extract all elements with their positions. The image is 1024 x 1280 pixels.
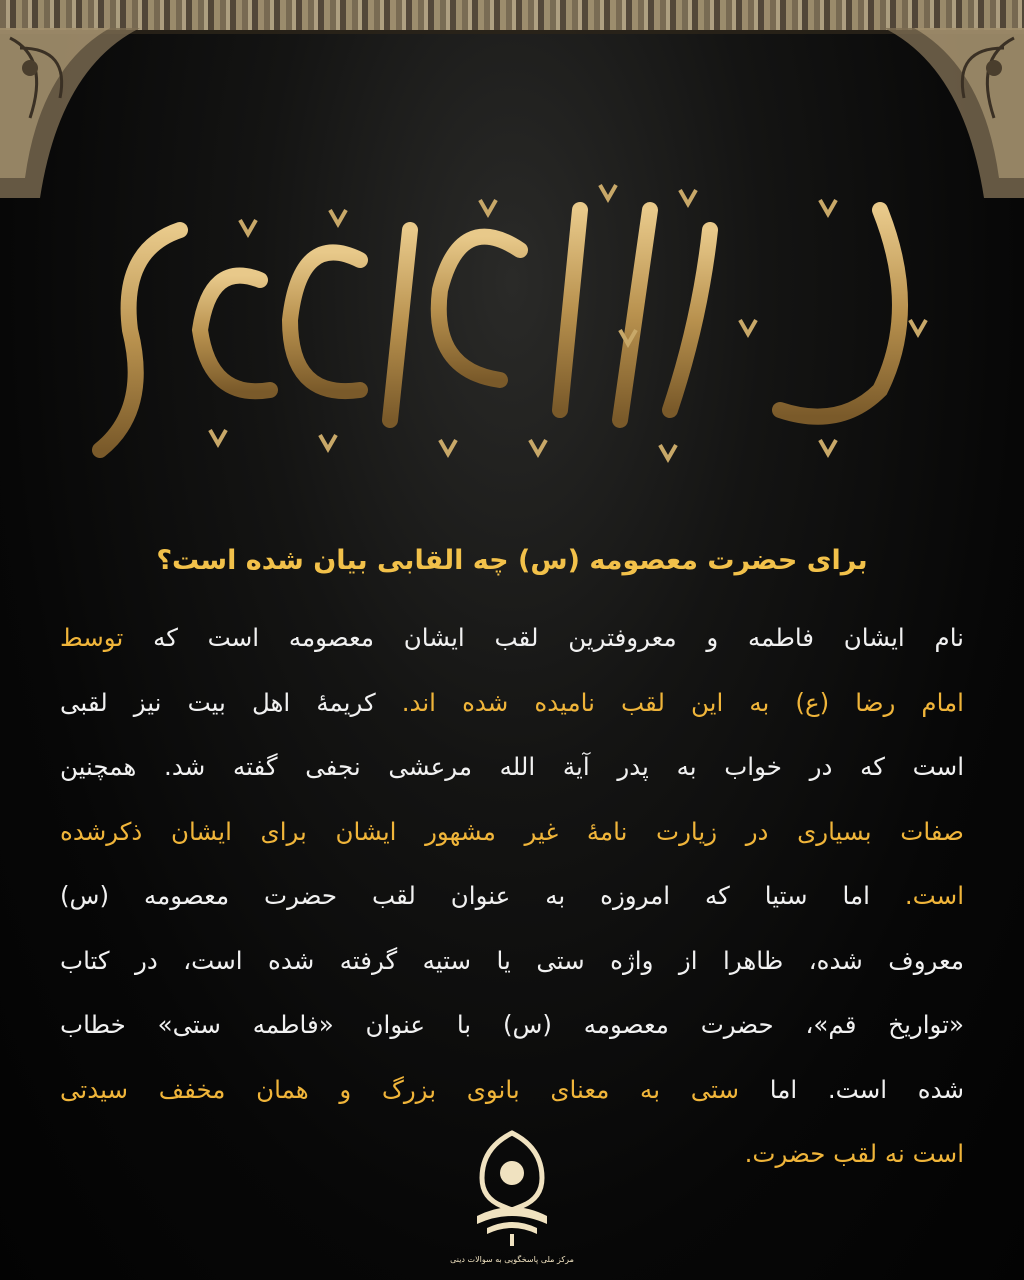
calligraphy-artwork (60, 170, 960, 480)
text-line: «تواریخ قم»، حضرت معصومه (س) با عنوان «فاطمه ستی» خطاب (60, 1010, 964, 1039)
text-line: نام ایشان فاطمه و معروفترین لقب ایشان معصومه است که توسط (60, 623, 964, 652)
text-line: صفات بسیاری در زیارت نامهٔ غیر مشهور ایشان برای ایشان ذکرشده (60, 816, 964, 846)
article-body (60, 606, 964, 1187)
text-line: معروف شده، ظاهرا از واژه ستی یا ستیه گرفته شده است، در کتاب (60, 945, 964, 975)
logo-caption: مرکز ملی پاسخگویی به سوالات دینی (450, 1255, 574, 1264)
text-line: است که در خواب به پدر آیة الله مرعشی نجفی گفته شد. همچنین (60, 752, 964, 781)
organization-logo-icon (450, 1128, 574, 1268)
page-title: برای حضرت معصومه (س) چه القابی بیان شده است؟ (156, 545, 868, 576)
text-line: امام رضا (ع) به این لقب نامیده شده اند. کریمهٔ اهل بیت نیز لقبی (60, 687, 964, 717)
ornamental-top-border (0, 0, 1024, 30)
text-line-last: است نه لقب حضرت. (744, 1139, 964, 1168)
text-line: شده است. اما ستی به معنای بانوی بزرگ و همان مخفف سیدتی (60, 1074, 964, 1104)
text-line: است. اما ستیا که امروزه به عنوان لقب حضرت معصومه (س) (60, 881, 965, 910)
